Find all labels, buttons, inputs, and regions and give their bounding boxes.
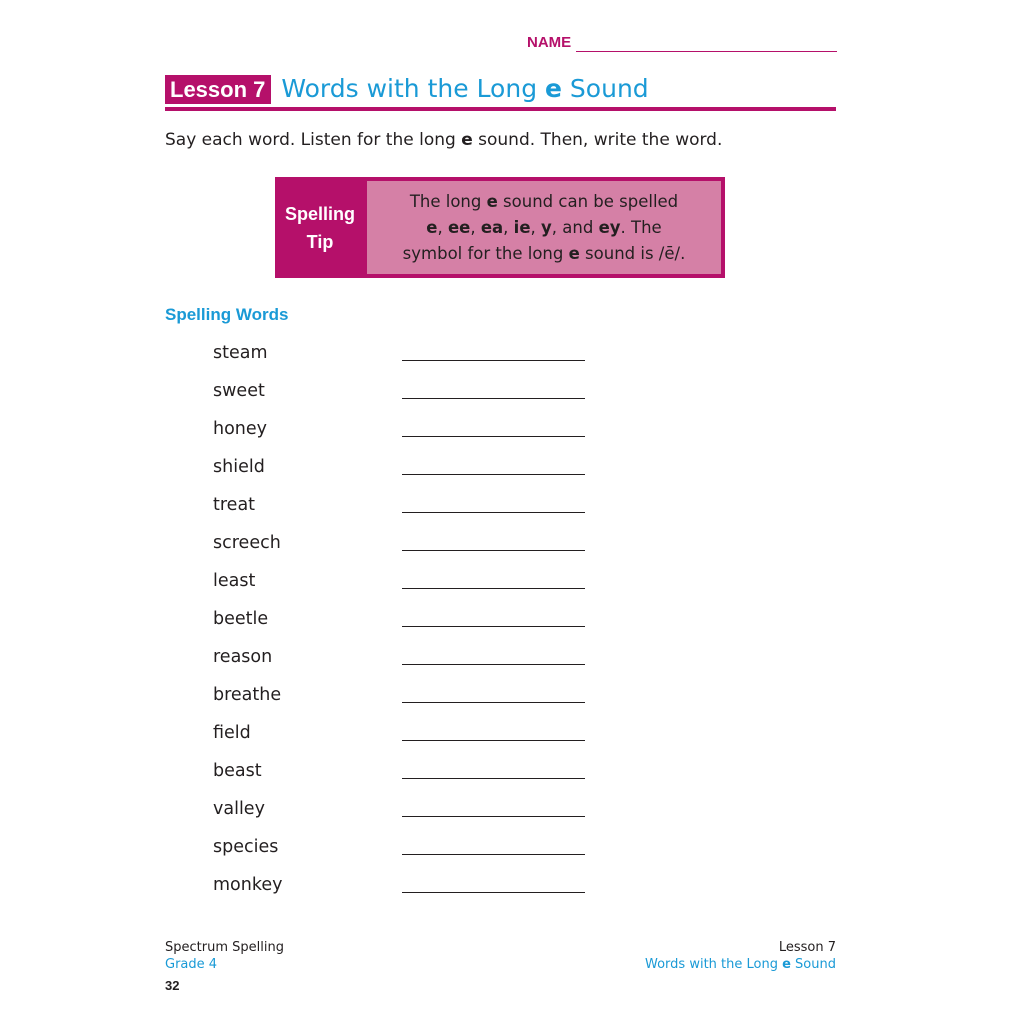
answer-line[interactable]: [402, 550, 585, 551]
footer-title-bold: e: [782, 957, 791, 972]
word-row: [213, 759, 585, 797]
spelling-word: valley: [213, 799, 265, 819]
answer-line[interactable]: [402, 360, 585, 361]
tip-text: symbol for the long: [402, 243, 569, 263]
spelling-word: species: [213, 837, 279, 857]
spelling-words-heading: Spelling Words: [165, 305, 289, 324]
footer-title-end: Sound: [790, 957, 836, 972]
lesson-title: [165, 70, 836, 108]
word-row: [213, 797, 585, 835]
word-row: [213, 607, 585, 645]
title-text-end: Sound: [561, 74, 649, 103]
spelling-word: shield: [213, 457, 265, 477]
tip-text: sound can be spelled: [497, 191, 679, 211]
spelling-word: monkey: [213, 875, 283, 895]
tip-text: , and: [551, 217, 599, 237]
tip-bold: ee: [447, 217, 471, 237]
page-number: 32: [165, 978, 180, 993]
spelling-word: honey: [213, 419, 268, 439]
spelling-word: least: [213, 571, 256, 591]
footer-lesson-title: [645, 956, 836, 973]
name-write-line[interactable]: [576, 37, 837, 52]
word-row: [213, 645, 585, 683]
name-field: [527, 32, 837, 52]
answer-line[interactable]: [402, 702, 585, 703]
tip-bold: ey: [598, 217, 621, 237]
answer-line[interactable]: [402, 778, 585, 779]
answer-line[interactable]: [402, 664, 585, 665]
word-row: [213, 721, 585, 759]
spelling-word: sweet: [213, 381, 265, 401]
name-label: NAME: [527, 34, 572, 51]
spelling-tip-label: [275, 177, 365, 278]
instructions-part2: sound. Then, write the word.: [472, 130, 723, 150]
tip-bold: e: [486, 191, 498, 211]
footer-series: Spectrum Spelling: [165, 940, 284, 955]
tip-bold: y: [541, 217, 552, 237]
tip-bold: e: [426, 217, 438, 237]
spelling-word: breathe: [213, 685, 282, 705]
footer-left: [165, 939, 284, 994]
answer-line[interactable]: [402, 626, 585, 627]
word-row: [213, 683, 585, 721]
spelling-tip-text: [367, 181, 721, 274]
answer-line[interactable]: [402, 474, 585, 475]
tip-text: sound is /ē/.: [579, 243, 686, 263]
word-row: [213, 379, 585, 417]
answer-line[interactable]: [402, 588, 585, 589]
tip-text: ,: [470, 217, 481, 237]
footer-grade: Grade 4: [165, 957, 218, 972]
tip-text: ,: [437, 217, 448, 237]
title-text-bold: e: [545, 74, 562, 103]
spelling-word: beast: [213, 761, 262, 781]
word-row: [213, 455, 585, 493]
tip-text: ,: [503, 217, 514, 237]
answer-line[interactable]: [402, 740, 585, 741]
tip-bold: ie: [513, 217, 531, 237]
word-row: [213, 341, 585, 379]
page-title: [281, 74, 648, 104]
word-row: [213, 873, 585, 911]
footer-title-start: Words with the Long: [645, 957, 783, 972]
spelling-word: reason: [213, 647, 273, 667]
title-divider: [165, 107, 836, 111]
tip-text: ,: [530, 217, 542, 237]
tip-bold: ea: [480, 217, 504, 237]
answer-line[interactable]: [402, 854, 585, 855]
title-text-start: Words with the Long: [281, 74, 546, 103]
word-row: [213, 531, 585, 569]
tip-text: The long: [409, 191, 487, 211]
word-row: [213, 493, 585, 531]
tip-label-line2: Tip: [306, 231, 334, 252]
word-row: [213, 569, 585, 607]
word-row: [213, 835, 585, 873]
answer-line[interactable]: [402, 398, 585, 399]
answer-line[interactable]: [402, 892, 585, 893]
spelling-word: field: [213, 723, 251, 743]
instructions: [165, 128, 722, 152]
instructions-part1: Say each word. Listen for the long: [165, 130, 462, 150]
spelling-word: beetle: [213, 609, 269, 629]
answer-line[interactable]: [402, 436, 585, 437]
lesson-badge: Lesson 7: [165, 75, 271, 104]
tip-label-line1: Spelling: [284, 203, 355, 224]
tip-text: . The: [620, 217, 662, 237]
answer-line[interactable]: [402, 816, 585, 817]
word-row: [213, 417, 585, 455]
footer-lesson: Lesson 7: [778, 940, 836, 955]
answer-line[interactable]: [402, 512, 585, 513]
spelling-tip-box: [275, 177, 725, 278]
spelling-word: steam: [213, 343, 268, 363]
spelling-word: screech: [213, 533, 281, 553]
spelling-word: treat: [213, 495, 256, 515]
spelling-word-list: [213, 341, 585, 911]
tip-bold: e: [568, 243, 580, 263]
instructions-bold: e: [461, 130, 473, 150]
footer-right: [645, 939, 836, 973]
